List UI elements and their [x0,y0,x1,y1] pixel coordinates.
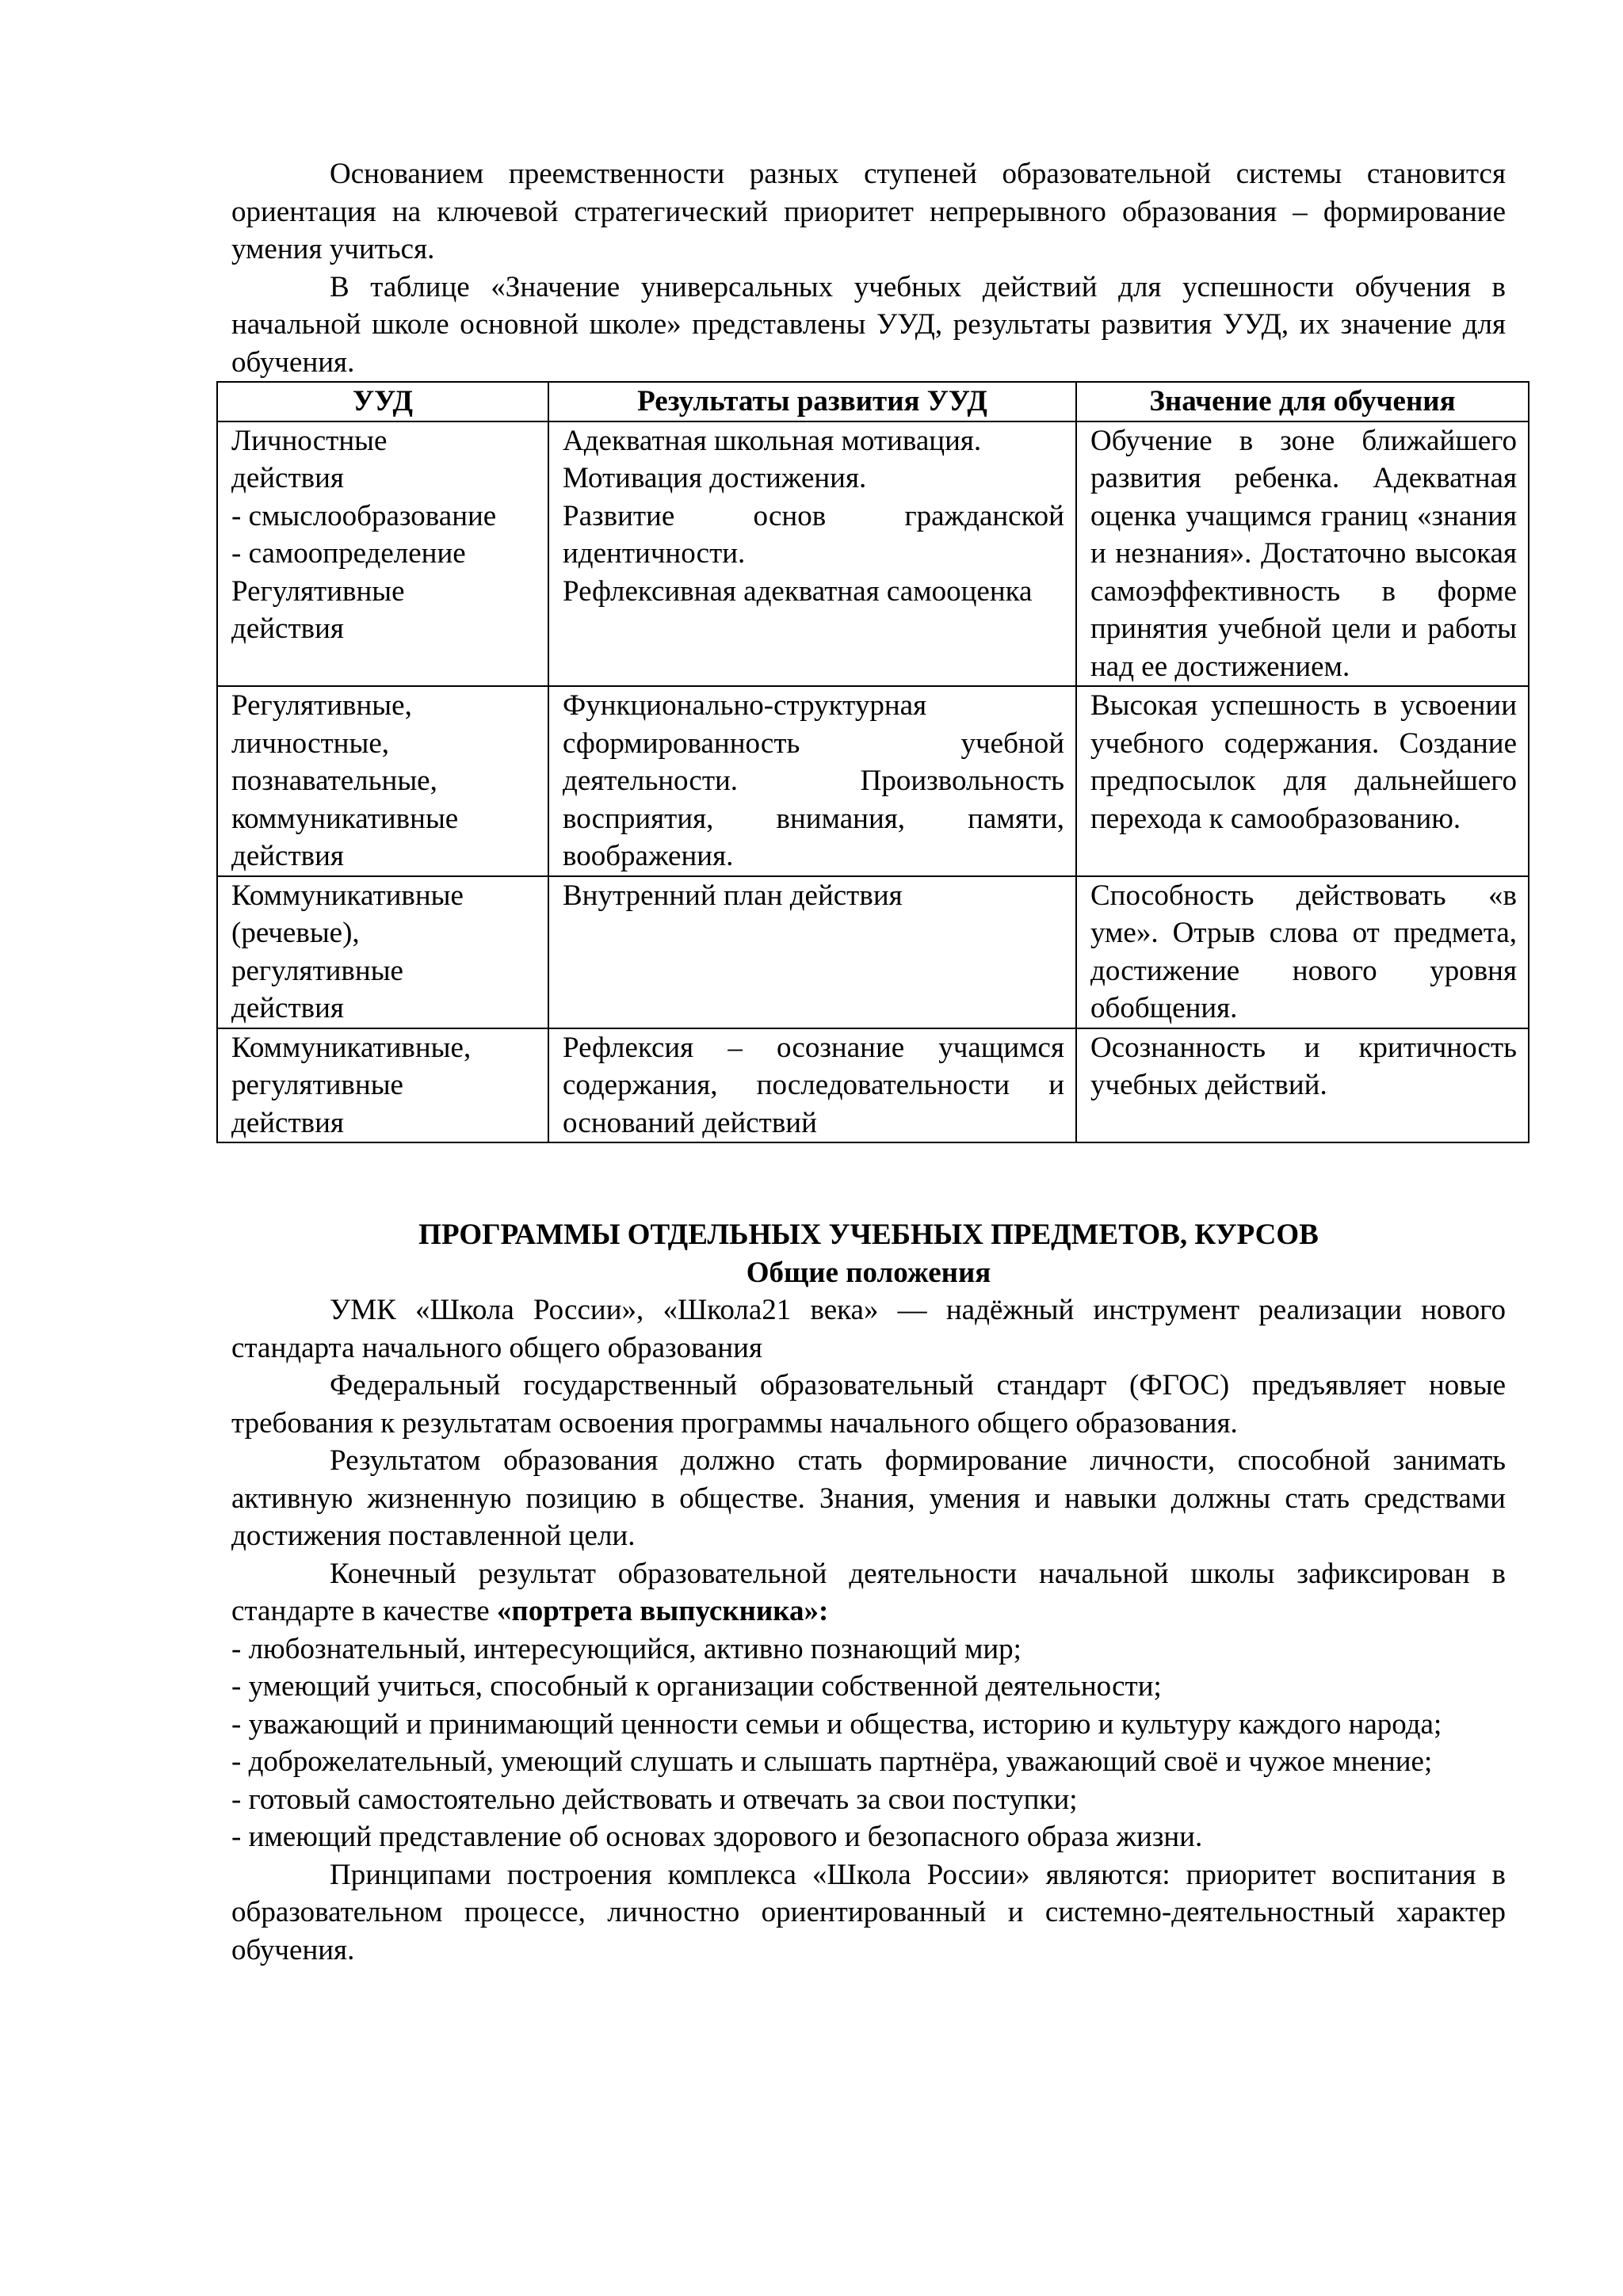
section-title: ПРОГРАММЫ ОТДЕЛЬНЫХ УЧЕБНЫХ ПРЕДМЕТОВ, КУРСОВ [418,1219,1319,1251]
uud-cell [217,1028,548,1143]
uud-cell [217,686,548,876]
meaning-cell: Высокая успешность в усвоении учебного содержания. Создание предпосылок для дальнейшего перехода к самообразованию. [1076,686,1529,876]
cell-line: Функционально-структурная сформированность учебной деятельности. Произвольность восприятия, внимания, памяти, воображения. [563,689,1064,872]
uud-table [216,381,1529,1143]
results-cell [548,876,1076,1028]
table-row [217,686,1529,876]
header-results: Результаты развития УУД [548,382,1076,421]
cell-line: действия [231,992,344,1024]
cell-line: (речевые), [231,917,360,949]
results-cell [548,686,1076,876]
section-paragraph-5: Принципами построения комплекса «Школа России» являются: приоритет воспитания в образовательном процессе, личностно ориентированный и системно-деятельностный характер обучения. [231,1858,1506,1966]
cell-line: Рефлексивная адекватная самооценка [563,574,1033,608]
table-row [217,421,1529,687]
cell-line: действия [231,840,344,872]
section-subtitle: Общие положения [746,1256,991,1289]
list-item: - доброжелательный, умеющий слушать и слышать партнёра, уважающий своё и чужое мнение; [231,1745,1433,1778]
intro-paragraph-1: Основанием преемственности разных ступеней образовательной системы становится ориентация на ключевой стратегический приоритет непрерывного образования – формирование умения учиться. [231,158,1506,265]
cell-line: регулятивные [231,1069,403,1101]
cell-line: личностные, [231,727,390,760]
meaning-cell: Осознанность и критичность учебных действий. [1076,1028,1529,1143]
cell-line: Личностные [231,424,388,457]
cell-line: - смыслообразование [231,499,497,532]
list-item: - любознательный, интересующийся, активно познающий мир; [231,1632,1022,1665]
section-paragraph-3: Результатом образования должно стать формирование личности, способной занимать активную жизненную позицию в обществе. Знания, умения и навыки должны стать средствами достижения поставленной цели. [231,1444,1506,1552]
results-cell [548,421,1076,687]
results-cell [548,1028,1076,1143]
list-item: - уважающий и принимающий ценности семьи и общества, историю и культуру каждого народа; [231,1707,1442,1741]
cell-line: Коммуникативные [231,879,464,912]
cell-line: Адекватная школьная мотивация. [563,424,982,457]
cell-line: - самоопределение [231,537,466,570]
cell-line: коммуникативные [231,802,459,835]
document-page [231,155,1517,1969]
meaning-cell: Обучение в зоне ближайшего развития ребенка. Адекватная оценка учащимся границ «знания и незнания». Достаточно высокая самоэффективность в форме принятия учебной цели и работы над ее достижением. [1076,421,1529,687]
intro-paragraph-2: В таблице «Значение универсальных учебных действий для успешности обучения в начальной школе основной школе» представлены УУД, результаты развития УУД, их значение для обучения. [231,270,1506,379]
header-meaning: Значение для обучения [1076,382,1529,421]
cell-line: Регулятивные [231,574,405,608]
cell-line: действия [231,1106,344,1139]
cell-line: Регулятивные, [231,689,412,722]
cell-line: действия [231,612,344,645]
cell-line: Мотивация достижения. [563,462,867,494]
cell-line: Коммуникативные, [231,1031,472,1064]
list-item: - имеющий представление об основах здорового и безопасного образа жизни. [231,1821,1203,1853]
table-row [217,1028,1529,1143]
table-header-row [217,382,1529,421]
cell-line: регулятивные [231,954,403,987]
cell-line: Рефлексия – осознание учащимся содержания, последовательности и оснований действий [563,1031,1064,1139]
uud-cell [217,876,548,1028]
section-paragraph-2: Федеральный государственный образовательный стандарт (ФГОС) предъявляет новые требования к результатам освоения программы начального общего образования. [231,1369,1506,1440]
cell-line: познавательные, [231,765,437,797]
table-row [217,876,1529,1028]
list-item: - умеющий учиться, способный к организации собственной деятельности; [231,1670,1162,1703]
cell-line: Развитие основ гражданской идентичности. [563,499,1064,570]
list-item: - готовый самостоятельно действовать и отвечать за свои поступки; [231,1783,1078,1816]
paragraph-4-lead: Конечный результат образовательной деятельности начальной школы зафиксирован в стандарте в качестве [231,1557,1506,1627]
uud-cell [217,421,548,687]
header-uud: УУД [217,382,548,421]
cell-line: действия [231,462,344,494]
section-paragraph-4 [231,1555,1506,1630]
graduate-portrait-label: «портрета выпускника»: [496,1595,829,1627]
cell-line: Внутренний план действия [563,879,903,912]
meaning-cell: Способность действовать «в уме». Отрыв слова от предмета, достижение нового уровня обобщения. [1076,876,1529,1028]
section-paragraph-1: УМК «Школа России», «Школа21 века» — надёжный инструмент реализации нового стандарта начального общего образования [231,1294,1506,1364]
